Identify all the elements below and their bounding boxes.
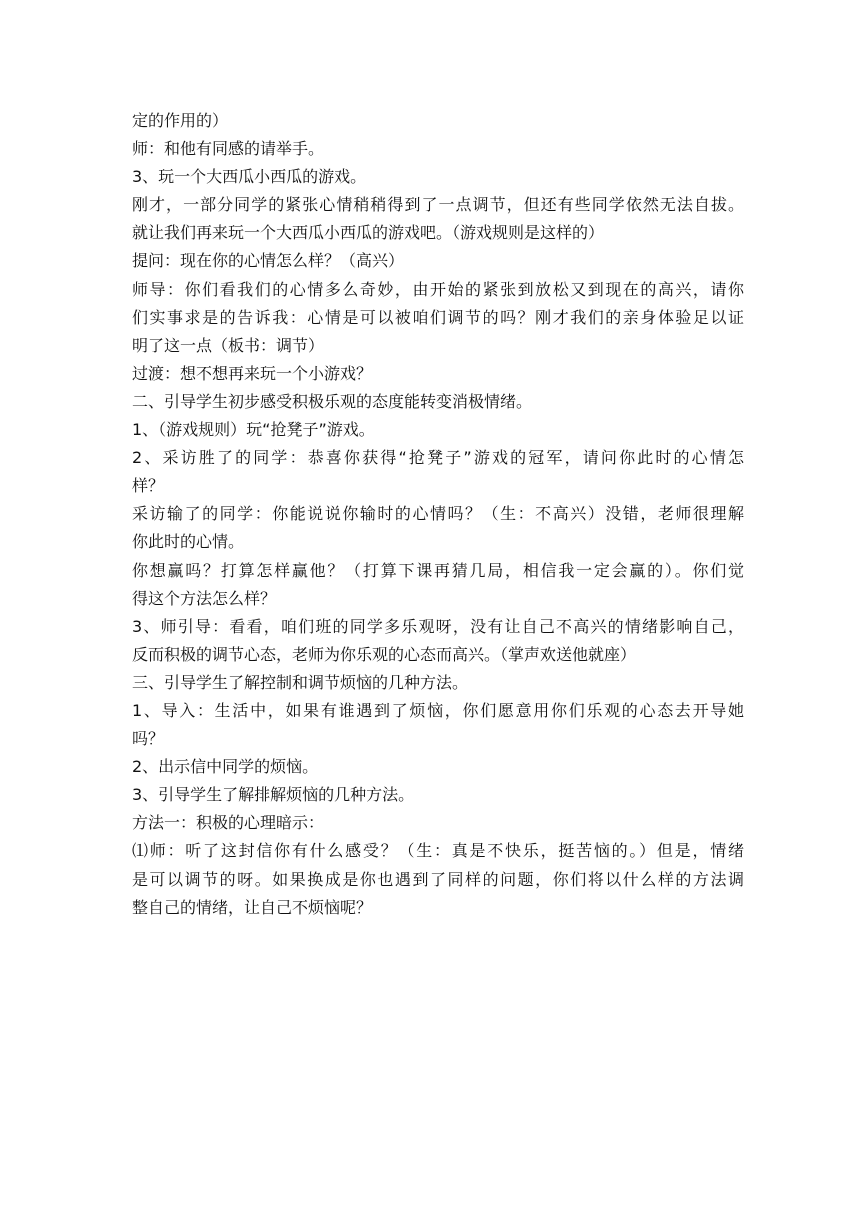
- text-line: 定的作用的）: [132, 111, 229, 130]
- text-line: 你此时的心情。: [132, 532, 245, 552]
- text-line: 是可以调节的呀。如果换成是你也遇到了同样的问题，你们将以什么样的方法调: [132, 869, 744, 889]
- text-line: 过渡：想不想再来玩一个小游戏？: [132, 363, 373, 383]
- text-line: 采访输了的同学：你能说说你输时的心情吗？（生：不高兴）没错，老师很理解: [132, 504, 744, 524]
- text-line: 得这个方法怎么样？: [132, 588, 277, 608]
- text-line: 2、出示信中同学的烦恼。: [132, 757, 319, 777]
- text-line: 明了这一点（板书：调节）: [132, 335, 325, 355]
- text-line: 1、（游戏规则）玩“抢凳子”游戏。: [132, 420, 375, 440]
- document-body: [132, 107, 744, 922]
- text-line: 3、引导学生了解排解烦恼的几种方法。: [132, 785, 415, 805]
- text-line: 就让我们再来玩一个大西瓜小西瓜的游戏吧。（游戏规则是这样的）: [132, 223, 605, 243]
- text-line: 方法一：积极的心理暗示：: [132, 813, 325, 833]
- text-line: 3、玩一个大西瓜小西瓜的游戏。: [132, 167, 367, 187]
- text-line: 2、采访胜了的同学：恭喜你获得“抢凳子”游戏的冠军，请问你此时的心情怎: [132, 448, 744, 468]
- text-line: 你想赢吗？打算怎样赢他？（打算下课再猜几局，相信我一定会赢的）。你们觉: [132, 560, 744, 580]
- text-line: 反而积极的调节心态，老师为你乐观的心态而高兴。（掌声欢送他就座）: [132, 644, 637, 664]
- text-line: 吗？: [132, 729, 165, 749]
- text-line: 1、导入：生活中，如果有谁遇到了烦恼，你们愿意用你们乐观的心态去开导她: [132, 700, 744, 720]
- text-line: 师：和他有同感的请举手。: [132, 139, 325, 159]
- text-line: 整自己的情绪，让自己不烦恼呢？: [132, 897, 373, 917]
- text-line: 师导：你们看我们的心情多么奇妙，由开始的紧张到放松又到现在的高兴，请你: [132, 279, 744, 299]
- text-line: ⑴师：听了这封信你有什么感受？（生：真是不快乐，挺苦恼的。）但是，情绪: [132, 841, 744, 861]
- text-line: 二、引导学生初步感受积极乐观的态度能转变消极情绪。: [132, 391, 533, 411]
- text-line: 三、引导学生了解控制和调节烦恼的几种方法。: [132, 672, 469, 692]
- text-line: 提问：现在你的心情怎么样？（高兴）: [132, 251, 405, 271]
- text-line: 3、师引导：看看，咱们班的同学多乐观呀，没有让自己不高兴的情绪影响自己，: [132, 616, 744, 636]
- text-line: 们实事求是的告诉我：心情是可以被咱们调节的吗？刚才我们的亲身体验足以证: [132, 307, 744, 327]
- text-line: 刚才，一部分同学的紧张心情稍稍得到了一点调节，但还有些同学依然无法自拔。: [132, 195, 744, 215]
- text-line: 样？: [132, 476, 165, 496]
